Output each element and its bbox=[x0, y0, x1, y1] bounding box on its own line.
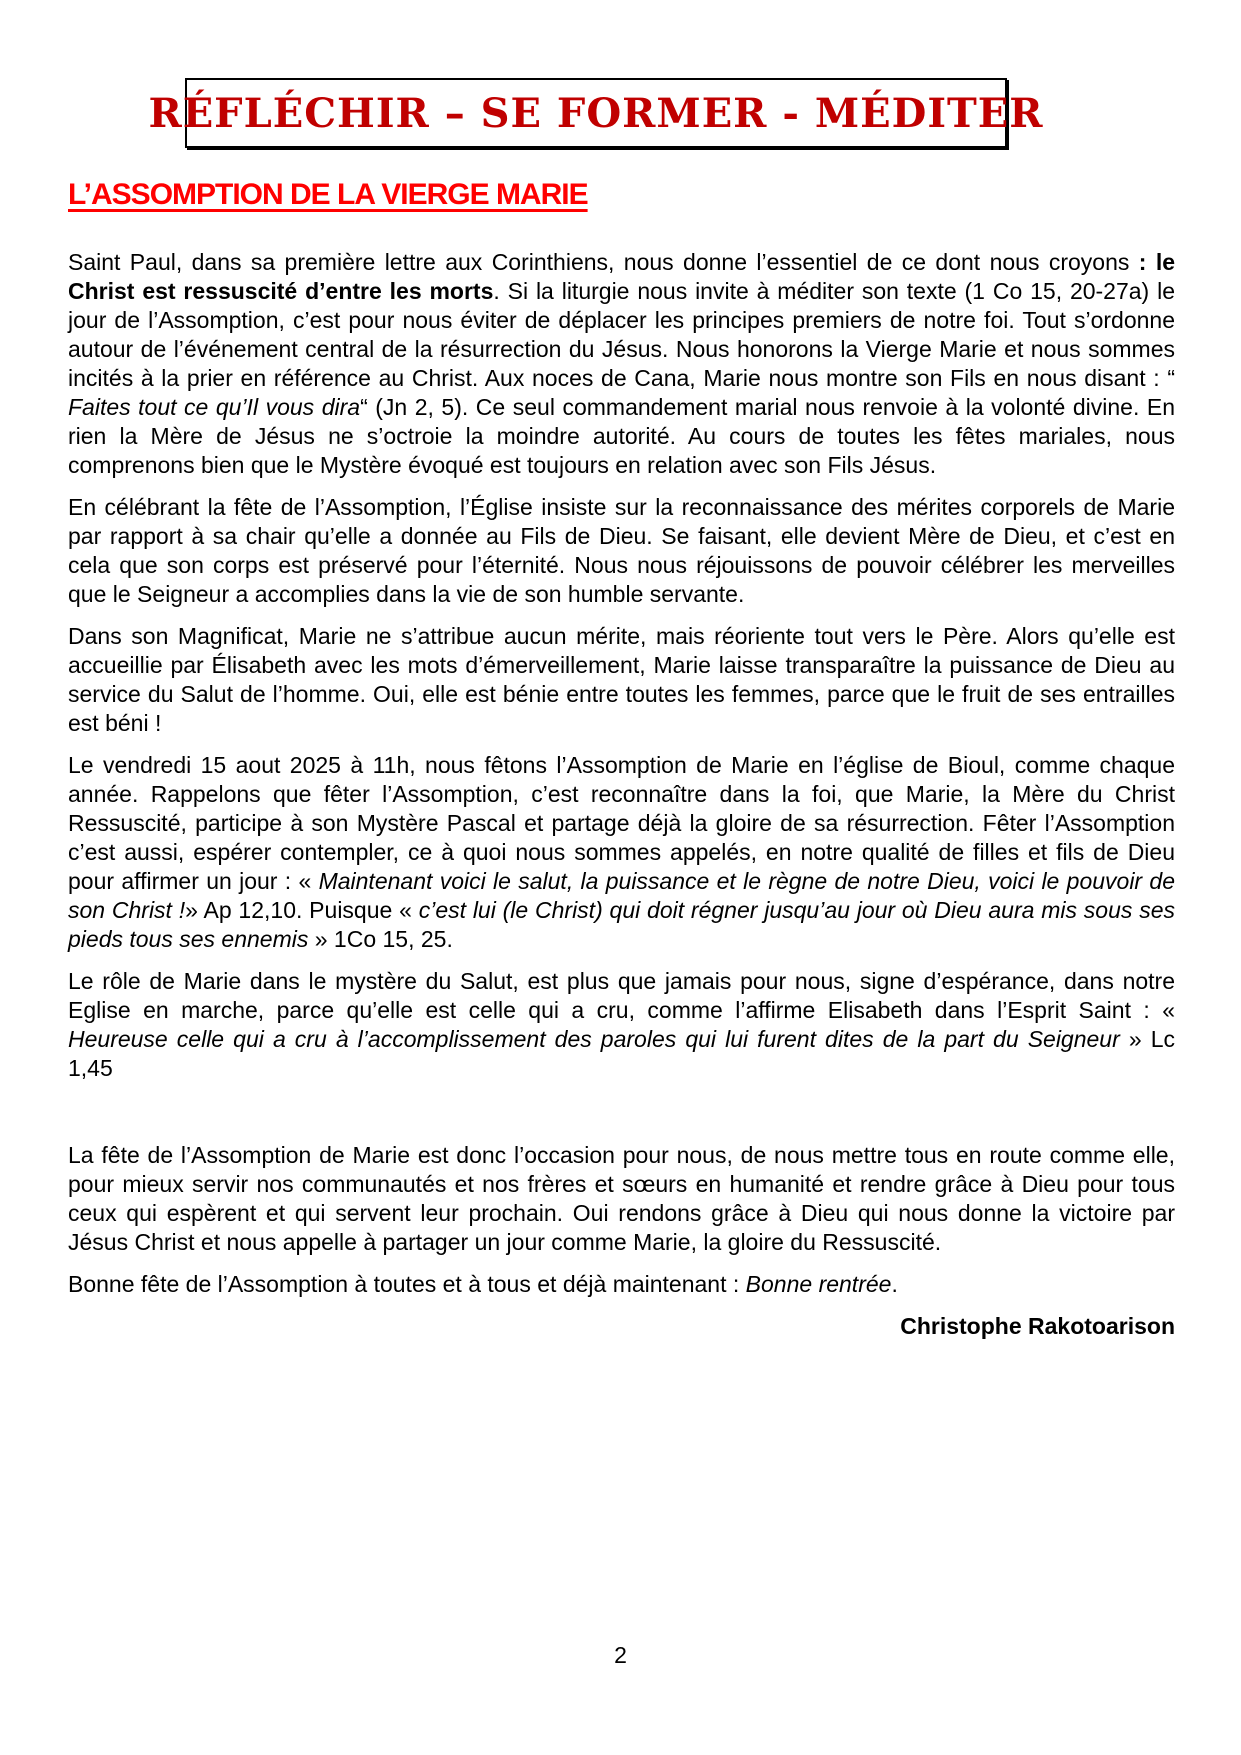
text-run: Saint Paul, dans sa première lettre aux Corinthiens, nous donne l’essentiel de ce dont nous croyons bbox=[68, 249, 1139, 275]
section-heading: L’ASSOMPTION DE LA VIERGE MARIE bbox=[68, 178, 588, 211]
text-run: En célébrant la fête de l’Assomption, l’Église insiste sur la reconnaissance des mérites corporels de Marie par rapport à sa chair qu’elle a donnée au Fils de Dieu. Se faisant, elle devient Mère de Dieu, et c’est en cela que son corps est préservé pour l’éternité. Nous nous réjouissons de pouvoir célébrer les merveilles que le Seigneur a accomplies dans la vie de son humble servante. bbox=[68, 494, 1175, 607]
text-run: Bonne rentrée bbox=[745, 1271, 892, 1297]
banner-title: RÉFLÉCHIR – SE FORMER - MÉDITER bbox=[148, 89, 1044, 137]
paragraph-list bbox=[68, 248, 1175, 1299]
text-run: “ (Jn 2, 5). Ce seul commandement marial nous renvoie à la volonté divine. En rien la Mère de Jésus ne s’octroie la moindre autorité. Au cours de toutes les fêtes mariales, nous comprenons bien que le Mystère évoqué est toujours en relation avec son Fils Jésus. bbox=[68, 394, 1175, 478]
text-run: Le vendredi 15 aout 2025 à 11h, nous fêtons l’Assomption de Marie en l’église de Bioul, comme chaque année. Rappelons que fêter l’Assomption, c’est reconnaître dans la foi, que Marie, la Mère du Christ Ressuscité, participe à son Mystère Pascal et partage déjà la gloire de sa résurrection. Fêter l’Assomption c’est aussi, espérer contempler, ce à quoi nous sommes appelés, en notre qualité de filles et fils de Dieu pour affirmer un jour : « bbox=[68, 752, 1175, 894]
text-run: Heureuse celle qui a cru à l’accomplissement des paroles qui lui furent dites de la part du Seigneur bbox=[68, 1026, 1120, 1052]
paragraph bbox=[68, 622, 1175, 738]
text-run: . Si la liturgie nous invite à méditer son texte (1 Co 15, 20-27a) le jour de l’Assomption, c’est pour nous éviter de déplacer les principes premiers de notre foi. Tout s’ordonne autour de l’événement central de la résurrection du Jésus. Nous honorons la Vierge Marie et nous sommes incités à la prier en référence au Christ. Aux noces de Cana, Marie nous montre son Fils en nous disant : “ bbox=[68, 278, 1175, 391]
text-run: » 1Co 15, 25. bbox=[308, 926, 453, 952]
paragraph bbox=[68, 967, 1175, 1083]
text-run: » Lc 1,45 bbox=[68, 1026, 1175, 1081]
text-run: . bbox=[891, 1271, 898, 1297]
text-run: Dans son Magnificat, Marie ne s’attribue aucun mérite, mais réoriente tout vers le Père. Alors qu’elle est accueillie par Élisabeth avec les mots d’émerveillement, Marie laisse transparaître la puissance de Dieu au service du Salut de l’homme. Oui, elle est bénie entre toutes les femmes, parce que le fruit de ses entrailles est béni ! bbox=[68, 623, 1175, 736]
paragraph bbox=[68, 1141, 1175, 1257]
text-run: Maintenant voici le salut, la puissance et le règne de notre Dieu, voici le pouvoir de son Christ ! bbox=[68, 868, 1175, 923]
text-run: Bonne fête de l’Assomption à toutes et à tous et déjà maintenant : bbox=[68, 1271, 746, 1297]
page-number: 2 bbox=[614, 1642, 627, 1668]
signature: Christophe Rakotoarison bbox=[900, 1313, 1175, 1339]
text-run: c’est lui (le Christ) qui doit régner jusqu’au jour où Dieu aura mis sous ses pieds tous ses ennemis bbox=[68, 897, 1175, 952]
document-body bbox=[68, 248, 1175, 1341]
paragraph bbox=[68, 1270, 1175, 1299]
text-run: Le rôle de Marie dans le mystère du Salut, est plus que jamais pour nous, signe d’espérance, dans notre Eglise en marche, parce qu’elle est celle qui a cru, comme l’affirme Elisabeth dans l’Esprit Saint : « bbox=[68, 968, 1175, 1023]
text-run: » Ap 12,10. Puisque « bbox=[185, 897, 419, 923]
text-run: Faites tout ce qu’Il vous dira bbox=[68, 394, 361, 420]
text-run: La fête de l’Assomption de Marie est donc l’occasion pour nous, de nous mettre tous en route comme elle, pour mieux servir nos communautés et nos frères et sœurs en humanité et rendre grâce à Dieu pour tous ceux qui espèrent et qui servent leur prochain. Oui rendons grâce à Dieu qui nous donne la victoire par Jésus Christ et nous appelle à partager un jour comme Marie, la gloire du Ressuscité. bbox=[68, 1142, 1175, 1255]
paragraph bbox=[68, 493, 1175, 609]
text-run: : le Christ est ressuscité d’entre les morts bbox=[68, 249, 1176, 304]
paragraph bbox=[68, 248, 1175, 480]
paragraph bbox=[68, 751, 1175, 954]
title-banner bbox=[148, 78, 1044, 148]
